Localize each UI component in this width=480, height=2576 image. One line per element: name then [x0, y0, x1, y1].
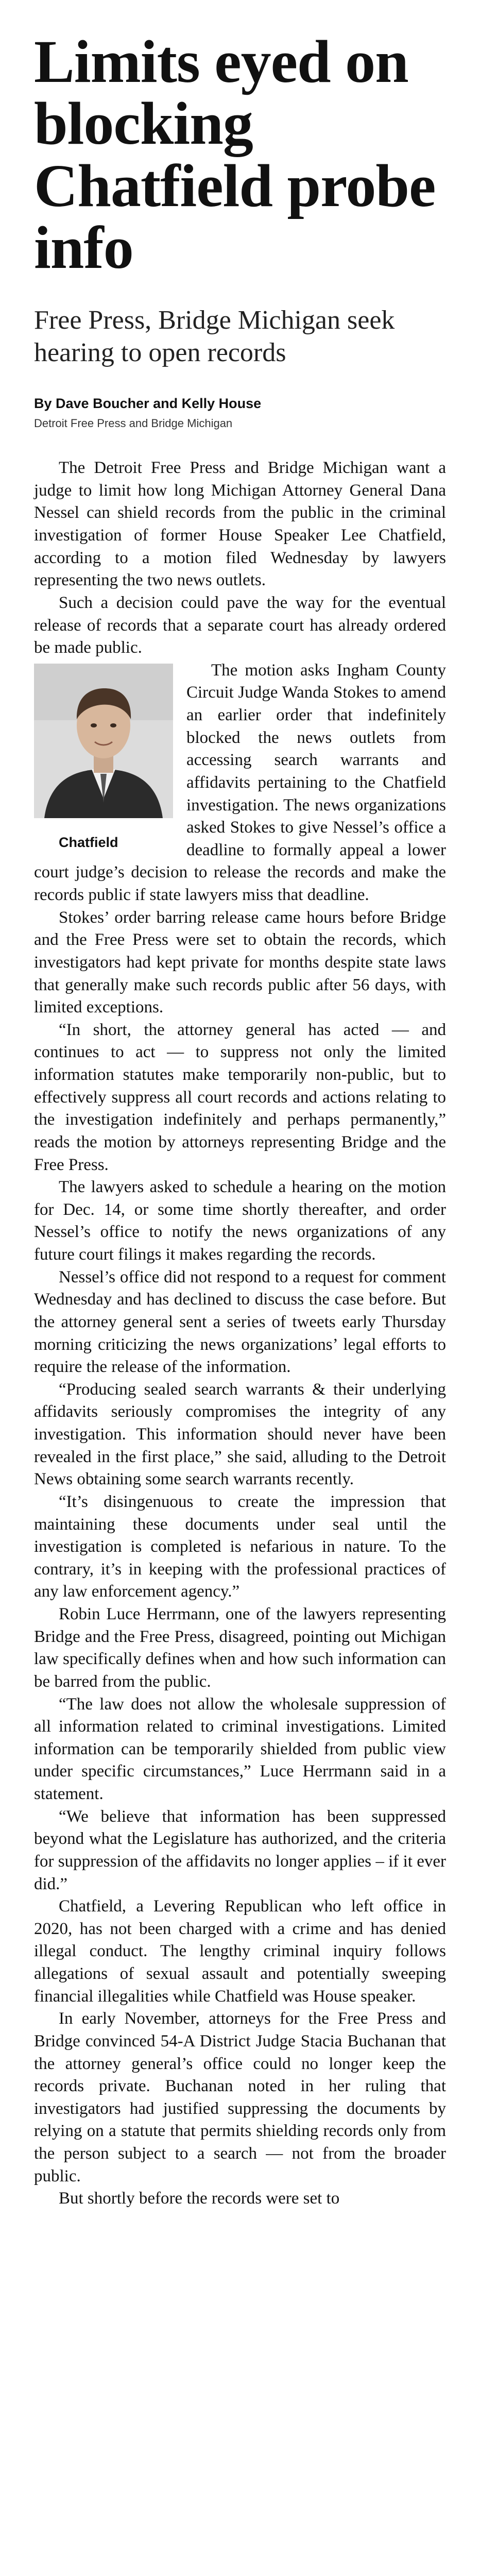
paragraph: “We believe that information has been suppressed beyond what the Legislature has authorized, and the criteria for suppression of the affidavits no longer applies – if it ever did.”	[34, 1807, 446, 1893]
photo-caption: Chatfield	[59, 834, 118, 850]
paragraph-with-photo	[34, 659, 446, 907]
paragraph: “In short, the attorney general has acted — and continues to act — to suppress not only the limited information statutes make temporarily non-public, but to effectively suppress all court records and actions relating to the investigation indefinitely and perhaps permanently,” reads the motion by attorneys representing Bridge and the Free Press.	[34, 1020, 446, 1174]
paragraph: “It’s disingenuous to create the impression that maintaining these documents under seal until the investigation is completed is nefarious in nature. To the contrary, it’s in keeping with the professional practices of any law enforcement agency.”	[34, 1492, 446, 1601]
paragraph: The lawyers asked to schedule a hearing on the motion for Dec. 14, or some time shortly thereafter, and order Nessel’s office to notify the news organizations of any future court filings it makes regarding the records.	[34, 1178, 446, 1264]
paragraph: Nessel’s office did not respond to a request for comment Wednesday and has declined to discuss the case before. But the attorney general sent a series of tweets early Thursday morning criticizing the news organizations’ legal efforts to require the release of the information.	[34, 1267, 446, 1377]
article-body	[34, 457, 446, 2210]
paragraph: Chatfield, a Levering Republican who left office in 2020, has not been charged with a crime and has denied illegal conduct. The lengthy criminal inquiry follows allegations of sexual assault and potentially sweeping financial illegalities while Chatfield was House speaker.	[34, 1897, 446, 2006]
photo-block	[34, 664, 173, 852]
byline: By Dave Boucher and Kelly House	[34, 396, 262, 412]
deck-subheadline: Free Press, Bridge Michigan seek hearing to open records	[34, 306, 395, 367]
paragraph: The Detroit Free Press and Bridge Michigan want a judge to limit how long Michigan Attorney General Dana Nessel can shield records from the public in the criminal investigation of former House Speaker Lee Chatfield, according to a motion filed Wednesday by lawyers representing the two news outlets.	[34, 459, 446, 590]
byline-affiliation: Detroit Free Press and Bridge Michigan	[34, 417, 233, 430]
paragraph: But shortly before the records were set to	[59, 2189, 340, 2208]
headline: Limits eyed on blocking Chatfield probe info	[34, 28, 436, 282]
paragraph: “The law does not allow the wholesale suppression of all information related to criminal investigations. Limited information can be temporarily shielded from public view under specific circumstances,” Luce Herrmann said in a statement.	[34, 1694, 446, 1804]
paragraph: Such a decision could pave the way for the eventual release of records that a separate court has already ordered be made public.	[34, 593, 446, 657]
paragraph: “Producing sealed search warrants & their underlying affidavits seriously compromises the integrity of any investigation. This information should never have been revealed in the first place,” she said, alluding to the Detroit News obtaining some search warrants recently.	[34, 1380, 446, 1489]
headshot-photo	[34, 664, 173, 818]
paragraph: Robin Luce Herrmann, one of the lawyers representing Bridge and the Free Press, disagreed, pointing out Michigan law specifically defines when and how such information can be barred from the public.	[34, 1605, 446, 1691]
paragraph-text: The motion asks Ingham County Circuit Judge Wanda Stokes to amend an earlier order that indefinitely blocked the news outlets from accessing search warrants and affidavits pertaining to the Chatfield investigation. The news organizations asked Stokes to give Nessel’s office a deadline to formally appeal a lower court judge’s decision to release the records and make the records public if state lawyers miss that deadline.	[34, 660, 446, 905]
paragraph: Stokes’ order barring release came hours before Bridge and the Free Press were set to obtain the records, which investigators had kept private for months despite state laws that generally make such records public after 56 days, with limited exceptions.	[34, 908, 446, 1017]
paragraph: In early November, attorneys for the Free Press and Bridge convinced 54-A District Judge Stacia Buchanan that the attorney general’s office could no longer keep the records private. Buchanan noted in her ruling that investigators had justified suppressing the documents by relying on a statute that permits shielding records only from the person subject to a search — not from the broader public.	[34, 2009, 446, 2185]
person-portrait-icon	[34, 664, 173, 818]
